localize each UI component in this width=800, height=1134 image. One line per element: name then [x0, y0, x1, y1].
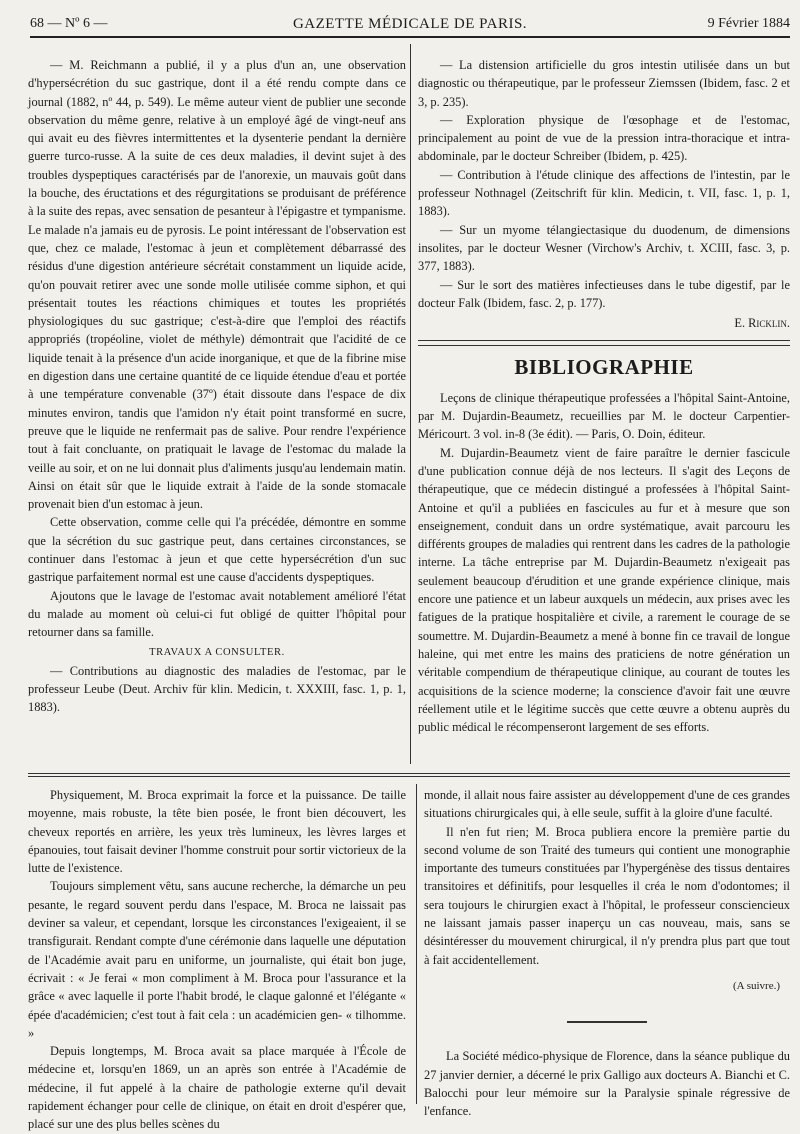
to-be-continued: (A suivre.) — [732, 979, 780, 992]
feuilleton-paragraph: Physiquement, M. Broca exprimait la force et la puissance. De taille moyenne, mais robuste, la tête bien posée, le front bien découvert, les cheveux reportés en arrière, les yeux très lumineux, les lèvres larges et épanouies, tout faisait deviner l'homme construit pour sortir victorieux de la lutte de l'existence. — [28, 788, 406, 876]
article-paragraph: Ajoutons que le lavage de l'estomac avait notablement amélioré l'état du malade au moment où celui-ci fut obligé de quitter l'hôpital pour retourner dans sa famille. — [28, 588, 406, 640]
short-divider — [567, 1021, 647, 1023]
section-subheading: TRAVAUX A CONSULTER. — [149, 646, 285, 658]
journal-title: GAZETTE MÉDICALE DE PARIS. — [292, 16, 528, 32]
article-paragraph: — M. Reichmann a publié, il y a plus d'un an, une observation d'hypersécrétion du suc gastrique, dont il a été rendu compte dans ce journal (1882, nº 44, p. 549). Le même auteur vient de publier une seconde observation du même genre, relative à un employé âgé de vingt-neuf ans qui avait eu des fièvres intermittentes et la dysenterie pendant la dernière guerre turco-russe. A la suite de ces deux maladies, il devint sujet à des troubles dyspeptiques caractérisés par de l'anorexie, un mauvais goût dans la bouche, des éructations et des régurgitations se produisant de préférence à la suite des repas, avec sensation de pesanteur à l'épigastre et tympanisme. Le malade n'a jamais eu de pyrosis. Le point intéressant de l'observation est que, chez ce malade, l'estomac à jeun et complètement débarrassé des résidus d'une digestion antérieure sécrétait constamment un liquide acide, qu'on pouvait retirer avec une sonde molle utilisée comme siphon, et qui présentait toutes les réactions chimiques et toutes les propriétés physiologiques du suc gastrique; c'est-à-dire que l'emploi des réactifs appropriés (tropéoline, violet de méthyle) démontrait que l'acidité de ce liquide tenait à la présence d'un acide inorganique, et que de la fibrine mise en digestion dans une certaine quantité de ce liquide étendue d'eau et portée à une température convenable (37º) était dissoute dans l'espace de dix minutes environ, tandis que l'amidon n'y était point transformé en sucre, preuve que le liquide ne renfermait pas de salive. Pour rendre l'expérience tout à fait concluante, on pratiquait le lavage de l'estomac du malade la veille au soir, et on ne lui donnait plus d'aliments jusqu'au lendemain matin. Ainsi on était sûr que le liquide extrait à l'aide de la sonde stomacale provenait bien d'un estomac à jeun. — [28, 58, 406, 512]
news-paragraph: La Société médico-physique de Florence, dans la séance publique du 27 janvier dernier, a décerné le prix Galligo aux docteurs A. Bianchi et C. Balocchi pour leur mémoire sur la Paralysie spinale régressive de l'enfance. — [424, 1049, 790, 1119]
review-paragraph: M. Dujardin-Beaumetz vient de faire paraître le dernier fascicule d'une publication connue déjà de nos lecteurs. Il s'agit des Leçons de thérapeutique, que ce médecin distingué a professées à l'hôpital Saint-Antoine et qu'il a publiées en fascicules au fur et à mesure que son enseignement, conduit dans un ordre systématique, avait parcouru les différents groupes de maladies qui rentrent dans les cadres de la pathologie interne. La tâche entreprise par M. Dujardin-Beaumetz n'exigeait pas seulement beaucoup d'érudition et une grande expérience clinique, mais encore une patience et un labeur auxquels un médecin, aux prises avec les fatigues de la pratique hospitalière et civile, a rarement le courage de se soumettre. M. Dujardin-Beaumetz a mené à bonne fin ce travail de longue haleine, qui met entre les mains des praticiens de notre génération un véritable compendium de thérapeutique clinique, au courant de toutes les acquisitions de la science moderne; la conscience d'avoir fait une œuvre réellement utile et le légitime succès que cette œuvre a obtenu auprès du public médical le récompenseront largement de ses efforts. — [418, 445, 790, 735]
page-header — [30, 14, 790, 38]
issue-date: 9 Février 1884 — [707, 16, 790, 31]
feuilleton-paragraph: Depuis longtemps, M. Broca avait sa place marquée à l'École de médecine et, lorsqu'en 1869, un an après son entrée à l'Académie de médecine, il fut appelé à la chaire de pathologie externe qu'il devait rapidement échanger pour celle de clinique, on était en droit d'espérer que, placé sur une des plus belles scènes du — [28, 1044, 406, 1132]
page-number: 68 — Nº 6 — — [30, 16, 108, 31]
right-column-bottom — [424, 786, 790, 1120]
column-divider-top — [410, 44, 411, 764]
author-signature: E. Ricklin. — [734, 316, 790, 331]
bibliographie-heading: BIBLIOGRAPHIE — [514, 355, 694, 380]
article-paragraph: Cette observation, comme celle qui l'a précédée, démontre en somme que la sécrétion du suc gastrique peut, dans certaines circonstances, se continuer dans l'estomac à jeun et que cette hypersécrétion d'un suc gastrique parfaitement normal est une cause d'accidents dyspeptiques. — [28, 515, 406, 585]
left-column-bottom — [28, 786, 406, 1134]
feuilleton-paragraph: Il n'en fut rien; M. Broca publiera encore la première partie du second volume de son Traité des tumeurs qui contient une monographie importante des tumeurs constituées par l'hypergénèse des tissus dentaires transitoires et définitifs, pour lesquelles il créa le nom d'odontomes; il sera toujours le chirurgien exact à l'hôpital, le professeur consciencieux ne laissant jamais passer inaperçu un cas nouveau, mais, sans se désintéresser du mouvement chirurgical, il n'y prendra plus part que tout à fait accidentellement. — [424, 824, 790, 967]
feuilleton-rule — [28, 776, 790, 777]
reference-item: — Sur le sort des matières infectieuses dans le tube digestif, par le docteur Falk (Ibidem, fasc. 2, p. 177). — [418, 277, 790, 310]
feuilleton-paragraph: Toujours simplement vêtu, sans aucune recherche, la démarche un peu pesante, le regard souvent perdu dans l'espace, M. Broca ne laissait pas deviner sa valeur, et cependant, lorsque les circonstances l'exigeaient, il se transfigurait. Rendant compte d'une cérémonie dans laquelle une députation de l'Académie avait paru en uniforme, un journaliste, qui était bon juge, écrivait : « Je ferai « mon compliment à M. Broca pour l'assurance et la grâce « avec laquelle il porte l'habit brodé, le claque galonné et l'élégante « épée d'académicien; c'est tout à fait cela : un académicien gen- « tilhomme. » — [28, 879, 406, 1040]
right-column-top — [418, 56, 790, 736]
reference-item: — Contributions au diagnostic des maladies de l'estomac, par le professeur Leube (Deut. Archiv für klin. Medicin, t. XXXIII, fasc. 1, p. 1, 1883). — [28, 663, 406, 715]
feuilleton-paragraph: monde, il allait nous faire assister au développement d'une de ces grandes situations chirurgicales qui, à elle seule, suffit à la gloire d'une faculté. — [424, 788, 790, 821]
feuilleton-rule — [28, 773, 790, 774]
reference-item: — Contribution à l'étude clinique des affections de l'intestin, par le professeur Nothnagel (Zeitschrift für klin. Medicin, t. VII, fasc. 1, p. 1, 1883). — [418, 167, 790, 219]
reference-item: — Exploration physique de l'œsophage et de l'estomac, principalement au point de vue de la pression intra-thoracique et intra-abdominale, par le docteur Schreiber (Ibidem, p. 425). — [418, 112, 790, 164]
column-divider-bottom — [416, 784, 417, 1104]
book-reference: Leçons de clinique thérapeutique professées a l'hôpital Saint-Antoine, par M. Dujardin-Beaumetz, recueillies par M. le docteur Carpentier-Méricourt. 3 vol. in-8 (3e édit). — Paris, O. Doin, éditeur. — [418, 390, 790, 442]
left-column-top — [28, 56, 406, 717]
section-divider — [418, 340, 790, 346]
reference-item: — Sur un myome télangiectasique du duodenum, de dimensions insolites, par le docteur Wesner (Virchow's Archiv, t. XCIII, fasc. 3, p. 377, 1883). — [418, 222, 790, 274]
reference-item: — La distension artificielle du gros intestin utilisée dans un but diagnostic ou thérapeutique, par le professeur Ziemssen (Ibidem, fasc. 2 et 3, p. 235). — [418, 58, 790, 109]
